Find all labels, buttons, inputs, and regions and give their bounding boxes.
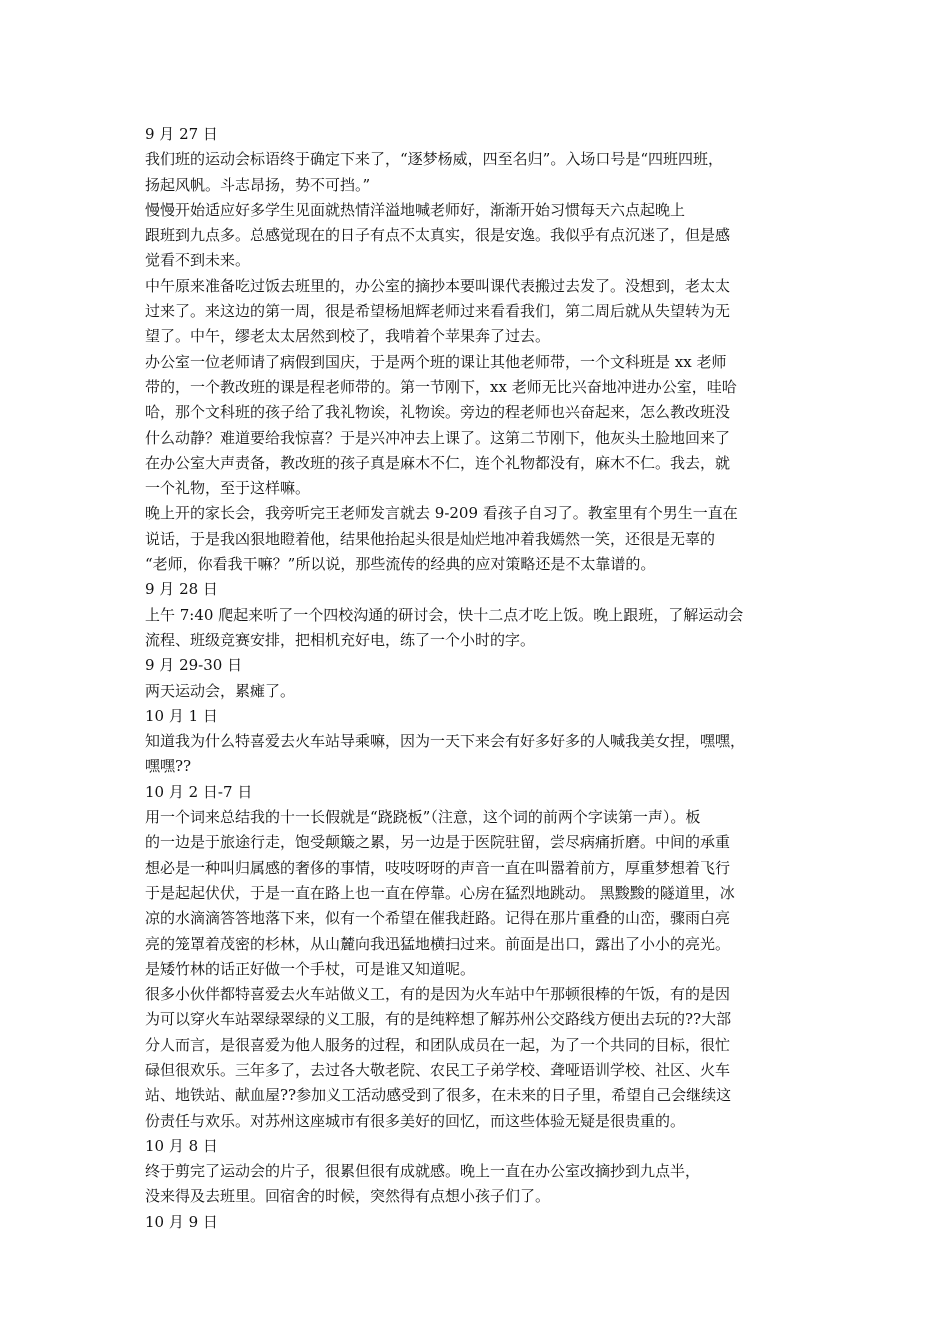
text-line: 没来得及去班里。回宿舍的时候，突然得有点想小孩子们了。: [145, 1187, 551, 1206]
text-line: 想必是一种叫归属感的奢侈的事情，吱吱呀呀的声音一直在叫嚣着前方，厚重梦想着飞行: [145, 858, 731, 877]
text-line: “老师，你看我干嘛？”所以说，那些流传的经典的应对策略还是不太靠谱的。: [145, 555, 656, 574]
text-line: 10 月 2 日-7 日: [145, 782, 253, 801]
text-line: 很多小伙伴都特喜爱去火车站做义工，有的是因为火车站中午那顿很棒的午饭，有的是因: [145, 985, 731, 1004]
text-line: 上午 7:40 爬起来听了一个四校沟通的研讨会，快十二点才吃上饭。晚上跟班，了解运动会: [145, 605, 744, 624]
text-line: 用一个词来总结我的十一长假就是“跷跷板”（注意，这个词的前两个字读第一声）。板: [145, 808, 701, 827]
text-line: 晚上开的家长会，我旁听完王老师发言就去 9-209 看孩子自习了。教室里有个男生一直在: [145, 504, 738, 523]
text-line: 10 月 1 日: [145, 706, 218, 725]
text-line: 中午原来准备吃过饭去班里的，办公室的摘抄本要叫课代表搬过去发了。没想到，老太太: [145, 276, 731, 295]
text-line: 哈，那个文科班的孩子给了我礼物诶，礼物诶。旁边的程老师也兴奋起来，怎么教改班没: [145, 403, 731, 422]
text-line: 的一边是于旅途行走，饱受颠簸之累，另一边是于医院驻留，尝尽病痛折磨。中间的承重: [145, 833, 731, 852]
text-line: 什么动静？难道要给我惊喜？于是兴冲冲去上课了。这第二节刚下，他灰头土脸地回来了: [145, 428, 731, 447]
text-line: 10 月 8 日: [145, 1136, 218, 1155]
text-line: 份责任与欢乐。对苏州这座城市有很多美好的回忆，而这些体验无疑是很贵重的。: [145, 1111, 686, 1130]
text-line: 办公室一位老师请了病假到国庆，于是两个班的课让其他老师带，一个文科班是 xx 老师: [145, 352, 727, 371]
text-line: 站、地铁站、献血屋??参加义工活动感受到了很多，在未来的日子里，希望自己会继续这: [145, 1086, 732, 1105]
text-line: 是矮竹林的话正好做一个手杖，可是谁又知道呢。: [145, 959, 476, 978]
text-line: 流程、班级竞赛安排，把相机充好电，练了一个小时的字。: [145, 630, 536, 649]
text-line: 知道我为什么特喜爱去火车站导乘嘛，因为一天下来会有好多好多的人喊我美女捏，嘿嘿，: [145, 732, 746, 751]
text-line: 亮的笼罩着茂密的杉林，从山麓向我迅猛地横扫过来。前面是出口，露出了小小的亮光。: [145, 934, 731, 953]
text-line: 9 月 28 日: [145, 580, 218, 599]
text-line: 10 月 9 日: [145, 1212, 218, 1231]
text-line: 过来了。来这边的第一周，很是希望杨旭辉老师过来看看我们，第二周后就从失望转为无: [145, 302, 731, 321]
text-line: 为可以穿火车站翠绿翠绿的义工服，有的是纯粹想了解苏州公交路线方便出去玩的??大部: [145, 1010, 732, 1029]
text-line: 嘿嘿??: [145, 757, 192, 776]
text-line: 两天运动会，累瘫了。: [145, 681, 296, 700]
text-line: 望了。中午，缪老太太居然到校了，我啃着个苹果奔了过去。: [145, 327, 551, 346]
text-line: 碌但很欢乐。三年多了，去过各大敬老院、农民工子弟学校、聋哑语训学校、社区、火车: [145, 1060, 731, 1079]
text-line: 扬起风帆。斗志昂扬，势不可挡。”: [145, 175, 371, 194]
document-page: [145, 122, 821, 1235]
text-line: 9 月 27 日: [145, 125, 218, 143]
text-line: 在办公室大声责备，教改班的孩子真是麻木不仁，连个礼物都没有，麻木不仁。我去，就: [145, 453, 731, 472]
text-line: 觉看不到未来。: [145, 251, 251, 270]
text-line: 跟班到九点多。总感觉现在的日子有点不太真实，很是安逸。我似乎有点沉迷了，但是感: [145, 226, 731, 245]
text-line: 分人而言，是很喜爱为他人服务的过程，和团队成员在一起，为了一个共同的目标，很忙: [145, 1035, 731, 1054]
text-line: 9 月 29-30 日: [145, 656, 243, 675]
text-line: 我们班的运动会标语终于确定下来了，“逐梦杨威，四至名归”。入场口号是“四班四班，: [145, 150, 724, 169]
text-line: 终于剪完了运动会的片子，很累但很有成就感。晚上一直在办公室改摘抄到九点半，: [145, 1162, 701, 1181]
text-line: 一个礼物，至于这样嘛。: [145, 479, 311, 498]
text-line: 凉的水滴滴答答地落下来，似有一个希望在催我赶路。记得在那片重叠的山峦，骤雨白亮: [145, 909, 731, 928]
text-line: 带的，一个教改班的课是程老师带的。第一节刚下，xx 老师无比兴奋地冲进办公室，哇哈: [145, 377, 737, 396]
text-line: 慢慢开始适应好多学生见面就热情洋溢地喊老师好，渐渐开始习惯每天六点起晚上: [145, 200, 686, 219]
text-line: 说话，于是我凶狠地瞪着他，结果他抬起头很是灿烂地冲着我嫣然一笑，还很是无辜的: [145, 529, 716, 548]
text-line: 于是起起伏伏，于是一直在路上也一直在停靠。心房在猛烈地跳动。 黑黢黢的隧道里，冰: [145, 883, 735, 902]
